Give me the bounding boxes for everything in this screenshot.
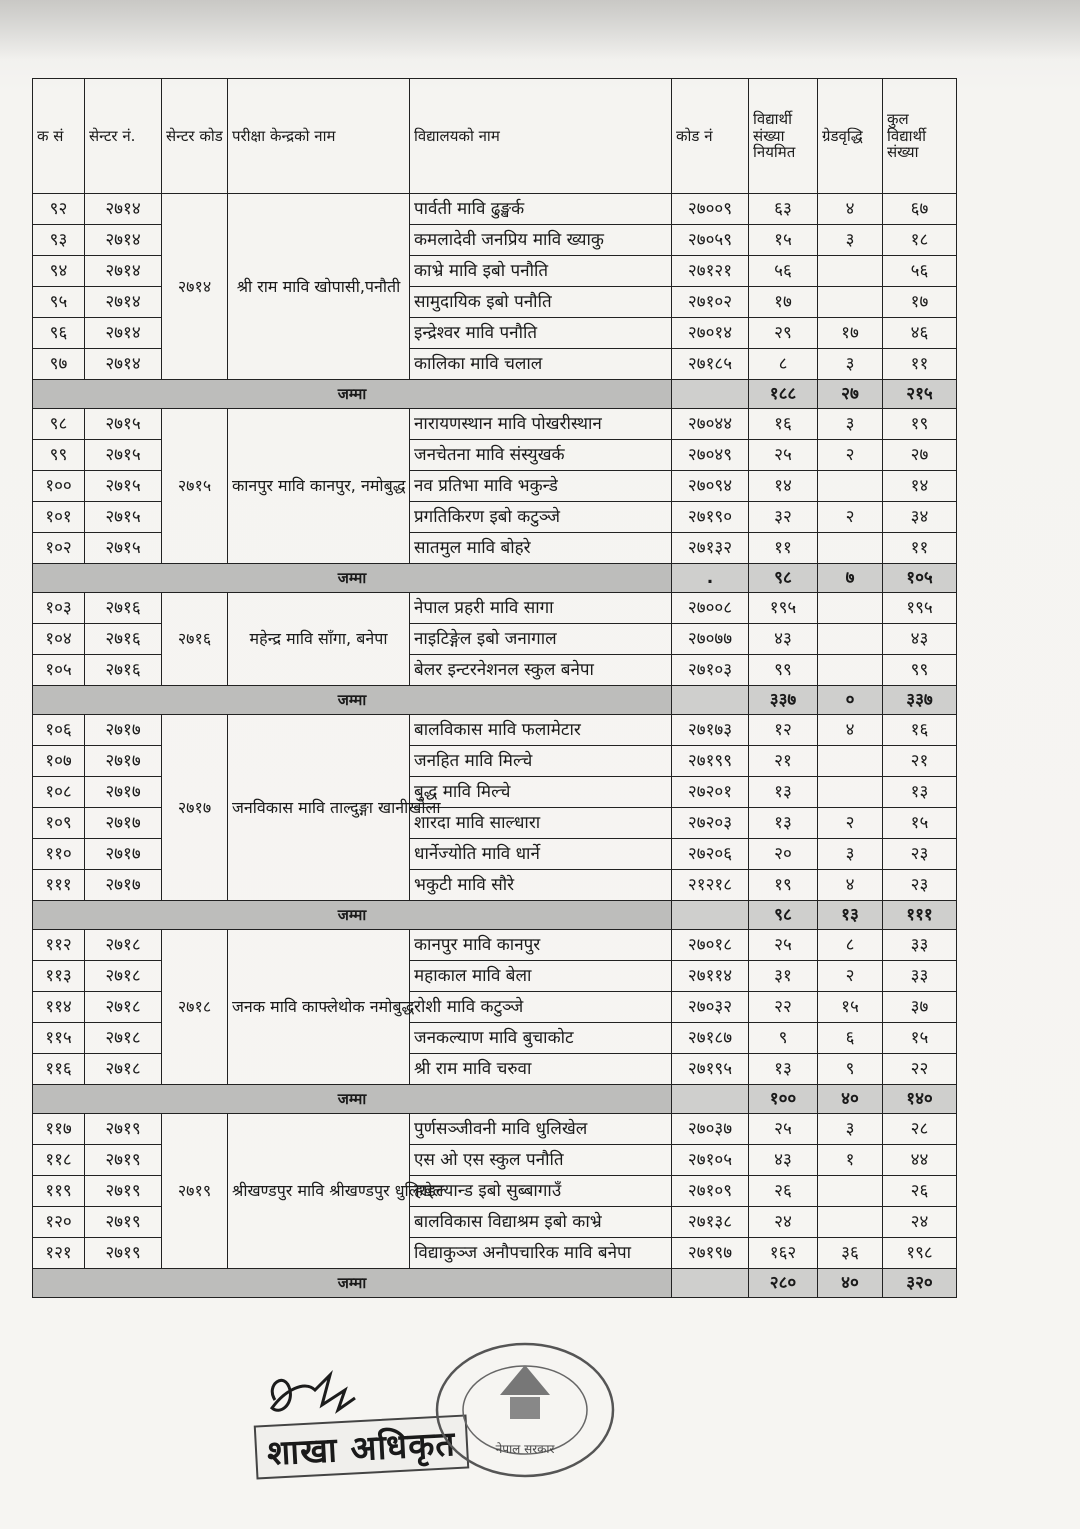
cell-regular: ३१ <box>749 961 818 992</box>
table-body <box>33 194 957 1298</box>
cell-sn: १०४ <box>33 624 85 655</box>
cell-code-no: २७१२१ <box>672 256 749 287</box>
cell-code-no: २७१८७ <box>672 1023 749 1054</box>
group-total-row <box>33 1085 957 1114</box>
cell-center-code: २७१४ <box>162 194 228 380</box>
cell-code-no: २७१३२ <box>672 533 749 564</box>
total-code <box>672 1269 749 1298</box>
header-center-code: सेन्टर कोड <box>162 79 228 194</box>
cell-grade-up: ३ <box>818 349 883 380</box>
cell-center-name: श्री राम मावि खोपासी,पनौती <box>228 194 410 380</box>
cell-grade-up: ४ <box>818 715 883 746</box>
cell-sn: ९७ <box>33 349 85 380</box>
total-grade-up: ४० <box>818 1085 883 1114</box>
cell-grade-up: २ <box>818 440 883 471</box>
total-grade-up: ७ <box>818 564 883 593</box>
total-code <box>672 686 749 715</box>
cell-total: ४६ <box>883 318 957 349</box>
cell-regular: १२ <box>749 715 818 746</box>
cell-school-name: जनहित मावि मिल्चे <box>410 746 672 777</box>
total-regular: १०० <box>749 1085 818 1114</box>
cell-total: १७ <box>883 287 957 318</box>
cell-sn: ११४ <box>33 992 85 1023</box>
total-students: १११ <box>883 901 957 930</box>
cell-code-no: २७१९० <box>672 502 749 533</box>
cell-total: १८ <box>883 225 957 256</box>
cell-grade-up: ८ <box>818 930 883 961</box>
cell-center-code: २७१५ <box>162 409 228 564</box>
cell-grade-up: ९ <box>818 1054 883 1085</box>
cell-center-no: २७१५ <box>85 409 162 440</box>
cell-school-name: हाइल्यान्ड इबो सुब्बागाउँ <box>410 1176 672 1207</box>
cell-center-name: महेन्द्र मावि साँगा, बनेपा <box>228 593 410 686</box>
cell-total: २६ <box>883 1176 957 1207</box>
cell-sn: १०६ <box>33 715 85 746</box>
total-code <box>672 901 749 930</box>
cell-regular: ५६ <box>749 256 818 287</box>
total-label: जम्मा <box>33 901 672 930</box>
header-code-no: कोड नं <box>672 79 749 194</box>
cell-regular: २५ <box>749 1114 818 1145</box>
cell-grade-up: १५ <box>818 992 883 1023</box>
cell-regular: २२ <box>749 992 818 1023</box>
cell-center-no: २७१७ <box>85 839 162 870</box>
cell-school-name: विद्याकुञ्ज अनौपचारिक मावि बनेपा <box>410 1238 672 1269</box>
cell-regular: १४ <box>749 471 818 502</box>
cell-sn: ९४ <box>33 256 85 287</box>
cell-code-no: २७०५९ <box>672 225 749 256</box>
cell-code-no: २७१०५ <box>672 1145 749 1176</box>
cell-code-no: २७००८ <box>672 593 749 624</box>
cell-code-no: २७१९७ <box>672 1238 749 1269</box>
table-row <box>33 715 957 746</box>
cell-grade-up <box>818 1176 883 1207</box>
cell-center-no: २७१९ <box>85 1238 162 1269</box>
header-center-name: परीक्षा केन्द्रको नाम <box>228 79 410 194</box>
cell-school-name: एस ओ एस स्कुल पनौति <box>410 1145 672 1176</box>
cell-regular: ९९ <box>749 655 818 686</box>
total-label: जम्मा <box>33 564 672 593</box>
cell-grade-up: २ <box>818 808 883 839</box>
cell-regular: २० <box>749 839 818 870</box>
cell-center-code: २७१६ <box>162 593 228 686</box>
cell-center-name: कानपुर मावि कानपुर, नमोबुद्ध <box>228 409 410 564</box>
total-regular: ३३७ <box>749 686 818 715</box>
total-regular: २८० <box>749 1269 818 1298</box>
cell-center-no: २७१६ <box>85 593 162 624</box>
cell-total: २८ <box>883 1114 957 1145</box>
cell-sn: ११० <box>33 839 85 870</box>
cell-total: २१ <box>883 746 957 777</box>
cell-center-code: २७१८ <box>162 930 228 1085</box>
cell-total: ४४ <box>883 1145 957 1176</box>
cell-code-no: २७१०९ <box>672 1176 749 1207</box>
cell-center-no: २७१९ <box>85 1207 162 1238</box>
cell-center-no: २७१६ <box>85 655 162 686</box>
cell-regular: ९ <box>749 1023 818 1054</box>
cell-code-no: २७१०२ <box>672 287 749 318</box>
cell-total: १४ <box>883 471 957 502</box>
cell-total: ४३ <box>883 624 957 655</box>
header-total-students: कुल विद्यार्थी संख्या <box>883 79 957 194</box>
cell-sn: ११५ <box>33 1023 85 1054</box>
cell-regular: ८ <box>749 349 818 380</box>
total-students: १०५ <box>883 564 957 593</box>
cell-code-no: २७०३७ <box>672 1114 749 1145</box>
cell-sn: १०९ <box>33 808 85 839</box>
cell-center-no: २७१७ <box>85 715 162 746</box>
cell-center-no: २७१४ <box>85 349 162 380</box>
cell-code-no: २७१३८ <box>672 1207 749 1238</box>
cell-school-name: जनचेतना मावि संस्युखर्क <box>410 440 672 471</box>
page-fold-shadow <box>0 0 1080 60</box>
cell-center-no: २७१६ <box>85 624 162 655</box>
cell-grade-up: २ <box>818 502 883 533</box>
cell-regular: २६ <box>749 1176 818 1207</box>
cell-code-no: २७००९ <box>672 194 749 225</box>
cell-center-no: २७१७ <box>85 870 162 901</box>
cell-regular: १७ <box>749 287 818 318</box>
cell-sn: १०७ <box>33 746 85 777</box>
cell-grade-up: ६ <box>818 1023 883 1054</box>
total-grade-up: १३ <box>818 901 883 930</box>
cell-code-no: २७२०३ <box>672 808 749 839</box>
cell-school-name: प्रगतिकिरण इबो कटुञ्जे <box>410 502 672 533</box>
cell-school-name: शारदा मावि साल्धारा <box>410 808 672 839</box>
total-students: ३३७ <box>883 686 957 715</box>
cell-school-name: कालिका मावि चलाल <box>410 349 672 380</box>
cell-grade-up: ३ <box>818 839 883 870</box>
cell-sn: ११३ <box>33 961 85 992</box>
cell-regular: २४ <box>749 1207 818 1238</box>
table-row <box>33 1114 957 1145</box>
cell-regular: ११ <box>749 533 818 564</box>
cell-center-no: २७१५ <box>85 471 162 502</box>
office-seal <box>430 1335 620 1485</box>
total-label: जम्मा <box>33 686 672 715</box>
total-students: १४० <box>883 1085 957 1114</box>
cell-center-no: २७१८ <box>85 930 162 961</box>
cell-school-name: बुद्ध मावि मिल्चे <box>410 777 672 808</box>
total-label: जम्मा <box>33 1085 672 1114</box>
cell-regular: १९५ <box>749 593 818 624</box>
cell-school-name: सातमुल मावि बोहरे <box>410 533 672 564</box>
cell-sn: ९९ <box>33 440 85 471</box>
cell-sn: ९२ <box>33 194 85 225</box>
cell-center-no: २७१५ <box>85 533 162 564</box>
cell-center-no: २७१८ <box>85 961 162 992</box>
cell-regular: २५ <box>749 440 818 471</box>
cell-code-no: २७०४४ <box>672 409 749 440</box>
cell-center-no: २७१८ <box>85 1023 162 1054</box>
cell-center-no: २७१७ <box>85 746 162 777</box>
signature-caption: शाखा अधिकृत <box>254 1414 469 1479</box>
cell-sn: १०३ <box>33 593 85 624</box>
cell-school-name: रोशी मावि कटुञ्जे <box>410 992 672 1023</box>
cell-grade-up: ३ <box>818 409 883 440</box>
cell-center-no: २७१४ <box>85 256 162 287</box>
group-total-row <box>33 1269 957 1298</box>
total-code <box>672 1085 749 1114</box>
cell-center-no: २७१८ <box>85 992 162 1023</box>
total-regular: १८८ <box>749 380 818 409</box>
table-row <box>33 593 957 624</box>
cell-school-name: धार्नेज्योति मावि धार्ने <box>410 839 672 870</box>
cell-school-name: पार्वती मावि ढुङ्खर्क <box>410 194 672 225</box>
cell-center-no: २७१७ <box>85 808 162 839</box>
cell-code-no: २७०७७ <box>672 624 749 655</box>
cell-grade-up <box>818 777 883 808</box>
cell-regular: १३ <box>749 777 818 808</box>
cell-grade-up <box>818 624 883 655</box>
cell-center-code: २७१७ <box>162 715 228 901</box>
total-regular: ९८ <box>749 901 818 930</box>
cell-regular: १३ <box>749 808 818 839</box>
group-total-row <box>33 380 957 409</box>
cell-grade-up <box>818 746 883 777</box>
cell-regular: ४३ <box>749 1145 818 1176</box>
cell-school-name: बालविकास मावि फलामेटार <box>410 715 672 746</box>
cell-school-name: सामुदायिक इबो पनौति <box>410 287 672 318</box>
cell-school-name: इन्द्रेश्वर मावि पनौति <box>410 318 672 349</box>
cell-grade-up <box>818 655 883 686</box>
cell-total: ३३ <box>883 930 957 961</box>
cell-school-name: कानपुर मावि कानपुर <box>410 930 672 961</box>
table-row <box>33 194 957 225</box>
cell-total: १३ <box>883 777 957 808</box>
cell-regular: १६ <box>749 409 818 440</box>
group-total-row <box>33 564 957 593</box>
cell-center-name: जनविकास मावि ताल्दुङ्गा खानीखोला <box>228 715 410 901</box>
cell-code-no: २७२०६ <box>672 839 749 870</box>
cell-center-no: २७१९ <box>85 1114 162 1145</box>
cell-regular: ४३ <box>749 624 818 655</box>
total-students: २१५ <box>883 380 957 409</box>
group-total-row <box>33 686 957 715</box>
cell-code-no: २७१८५ <box>672 349 749 380</box>
cell-grade-up: १ <box>818 1145 883 1176</box>
cell-total: १९ <box>883 409 957 440</box>
cell-grade-up: ४ <box>818 194 883 225</box>
cell-total: १५ <box>883 1023 957 1054</box>
header-grade-up: ग्रेडवृद्धि <box>818 79 883 194</box>
cell-grade-up <box>818 256 883 287</box>
cell-center-no: २७१४ <box>85 225 162 256</box>
cell-total: १९८ <box>883 1238 957 1269</box>
header-sn: क सं <box>33 79 85 194</box>
cell-code-no: २७२०१ <box>672 777 749 808</box>
cell-regular: २१ <box>749 746 818 777</box>
header-regular: विद्यार्थी संख्या नियमित <box>749 79 818 194</box>
cell-center-no: २७१४ <box>85 318 162 349</box>
cell-school-name: पुर्णसञ्जीवनी मावि धुलिखेल <box>410 1114 672 1145</box>
cell-grade-up: ३ <box>818 225 883 256</box>
cell-school-name: कमलादेवी जनप्रिय मावि ख्याकु <box>410 225 672 256</box>
cell-code-no: २७०१८ <box>672 930 749 961</box>
cell-sn: १२० <box>33 1207 85 1238</box>
cell-school-name: बालविकास विद्याश्रम इबो काभ्रे <box>410 1207 672 1238</box>
cell-grade-up: ३६ <box>818 1238 883 1269</box>
seal-text: नेपाल सरकार <box>495 1442 555 1456</box>
cell-grade-up: ४ <box>818 870 883 901</box>
cell-sn: १११ <box>33 870 85 901</box>
cell-sn: १०५ <box>33 655 85 686</box>
cell-code-no: २७०९४ <box>672 471 749 502</box>
cell-center-no: २७१९ <box>85 1145 162 1176</box>
cell-school-name: बेलर इन्टरनेशनल स्कुल बनेपा <box>410 655 672 686</box>
total-grade-up: २७ <box>818 380 883 409</box>
cell-regular: १३ <box>749 1054 818 1085</box>
cell-sn: ९५ <box>33 287 85 318</box>
cell-sn: ९८ <box>33 409 85 440</box>
group-total-row <box>33 901 957 930</box>
total-students: ३२० <box>883 1269 957 1298</box>
cell-grade-up <box>818 287 883 318</box>
cell-regular: १५ <box>749 225 818 256</box>
cell-center-code: २७१९ <box>162 1114 228 1269</box>
cell-code-no: २७१९५ <box>672 1054 749 1085</box>
cell-sn: ९३ <box>33 225 85 256</box>
cell-center-no: २७१४ <box>85 287 162 318</box>
cell-total: ११ <box>883 349 957 380</box>
cell-school-name: नेपाल प्रहरी मावि सागा <box>410 593 672 624</box>
cell-regular: २९ <box>749 318 818 349</box>
total-grade-up: ४० <box>818 1269 883 1298</box>
cell-center-no: २७१४ <box>85 194 162 225</box>
cell-grade-up <box>818 533 883 564</box>
cell-code-no: २७११४ <box>672 961 749 992</box>
cell-center-no: २७१८ <box>85 1054 162 1085</box>
cell-sn: ११२ <box>33 930 85 961</box>
cell-school-name: नारायणस्थान मावि पोखरीस्थान <box>410 409 672 440</box>
cell-school-name: नाइटिङ्गेल इबो जनागाल <box>410 624 672 655</box>
cell-total: २४ <box>883 1207 957 1238</box>
cell-regular: ३२ <box>749 502 818 533</box>
cell-regular: २५ <box>749 930 818 961</box>
cell-total: ९९ <box>883 655 957 686</box>
cell-school-name: श्री राम मावि चरुवा <box>410 1054 672 1085</box>
cell-center-name: श्रीखण्डपुर मावि श्रीखण्डपुर धुलिखेल <box>228 1114 410 1269</box>
cell-total: १५ <box>883 808 957 839</box>
cell-total: ३३ <box>883 961 957 992</box>
cell-sn: १०१ <box>33 502 85 533</box>
total-regular: ९८ <box>749 564 818 593</box>
total-code: . <box>672 564 749 593</box>
cell-total: ३४ <box>883 502 957 533</box>
cell-sn: १२१ <box>33 1238 85 1269</box>
header-school-name: विद्यालयको नाम <box>410 79 672 194</box>
cell-sn: ११६ <box>33 1054 85 1085</box>
cell-center-no: २७१९ <box>85 1176 162 1207</box>
cell-sn: १०२ <box>33 533 85 564</box>
total-label: जम्मा <box>33 1269 672 1298</box>
cell-total: १६ <box>883 715 957 746</box>
cell-school-name: भकुटी मावि सौरे <box>410 870 672 901</box>
cell-grade-up: १७ <box>818 318 883 349</box>
cell-sn: ११८ <box>33 1145 85 1176</box>
cell-code-no: २७१७३ <box>672 715 749 746</box>
cell-sn: १०८ <box>33 777 85 808</box>
cell-grade-up <box>818 1207 883 1238</box>
cell-total: ११ <box>883 533 957 564</box>
cell-total: २७ <box>883 440 957 471</box>
cell-grade-up <box>818 471 883 502</box>
cell-total: २३ <box>883 839 957 870</box>
table-row <box>33 930 957 961</box>
cell-grade-up: ३ <box>818 1114 883 1145</box>
total-label: जम्मा <box>33 380 672 409</box>
cell-total: ६७ <box>883 194 957 225</box>
cell-code-no: २७१०३ <box>672 655 749 686</box>
total-grade-up: ० <box>818 686 883 715</box>
cell-school-name: काभ्रे मावि इबो पनौति <box>410 256 672 287</box>
exam-center-table <box>32 78 957 1298</box>
cell-center-no: २७१७ <box>85 777 162 808</box>
cell-code-no: २७०४९ <box>672 440 749 471</box>
cell-regular: ६३ <box>749 194 818 225</box>
header-center-no: सेन्टर नं. <box>85 79 162 194</box>
cell-sn: ९६ <box>33 318 85 349</box>
cell-code-no: २१२१८ <box>672 870 749 901</box>
cell-regular: १६२ <box>749 1238 818 1269</box>
cell-code-no: २७१९९ <box>672 746 749 777</box>
cell-total: १९५ <box>883 593 957 624</box>
cell-total: २३ <box>883 870 957 901</box>
cell-total: २२ <box>883 1054 957 1085</box>
cell-school-name: महाकाल मावि बेला <box>410 961 672 992</box>
cell-code-no: २७०३२ <box>672 992 749 1023</box>
total-code <box>672 380 749 409</box>
table-header-row <box>33 79 957 194</box>
cell-grade-up: २ <box>818 961 883 992</box>
cell-total: ३७ <box>883 992 957 1023</box>
cell-school-name: जनकल्याण मावि बुचाकोट <box>410 1023 672 1054</box>
cell-center-name: जनक मावि काफ्लेथोक नमोबुद्ध <box>228 930 410 1085</box>
cell-sn: ११९ <box>33 1176 85 1207</box>
cell-grade-up <box>818 593 883 624</box>
cell-regular: १९ <box>749 870 818 901</box>
cell-sn: १०० <box>33 471 85 502</box>
cell-code-no: २७०१४ <box>672 318 749 349</box>
cell-center-no: २७१५ <box>85 502 162 533</box>
cell-school-name: नव प्रतिभा मावि भकुन्डे <box>410 471 672 502</box>
table-row <box>33 409 957 440</box>
cell-total: ५६ <box>883 256 957 287</box>
cell-sn: ११७ <box>33 1114 85 1145</box>
cell-center-no: २७१५ <box>85 440 162 471</box>
